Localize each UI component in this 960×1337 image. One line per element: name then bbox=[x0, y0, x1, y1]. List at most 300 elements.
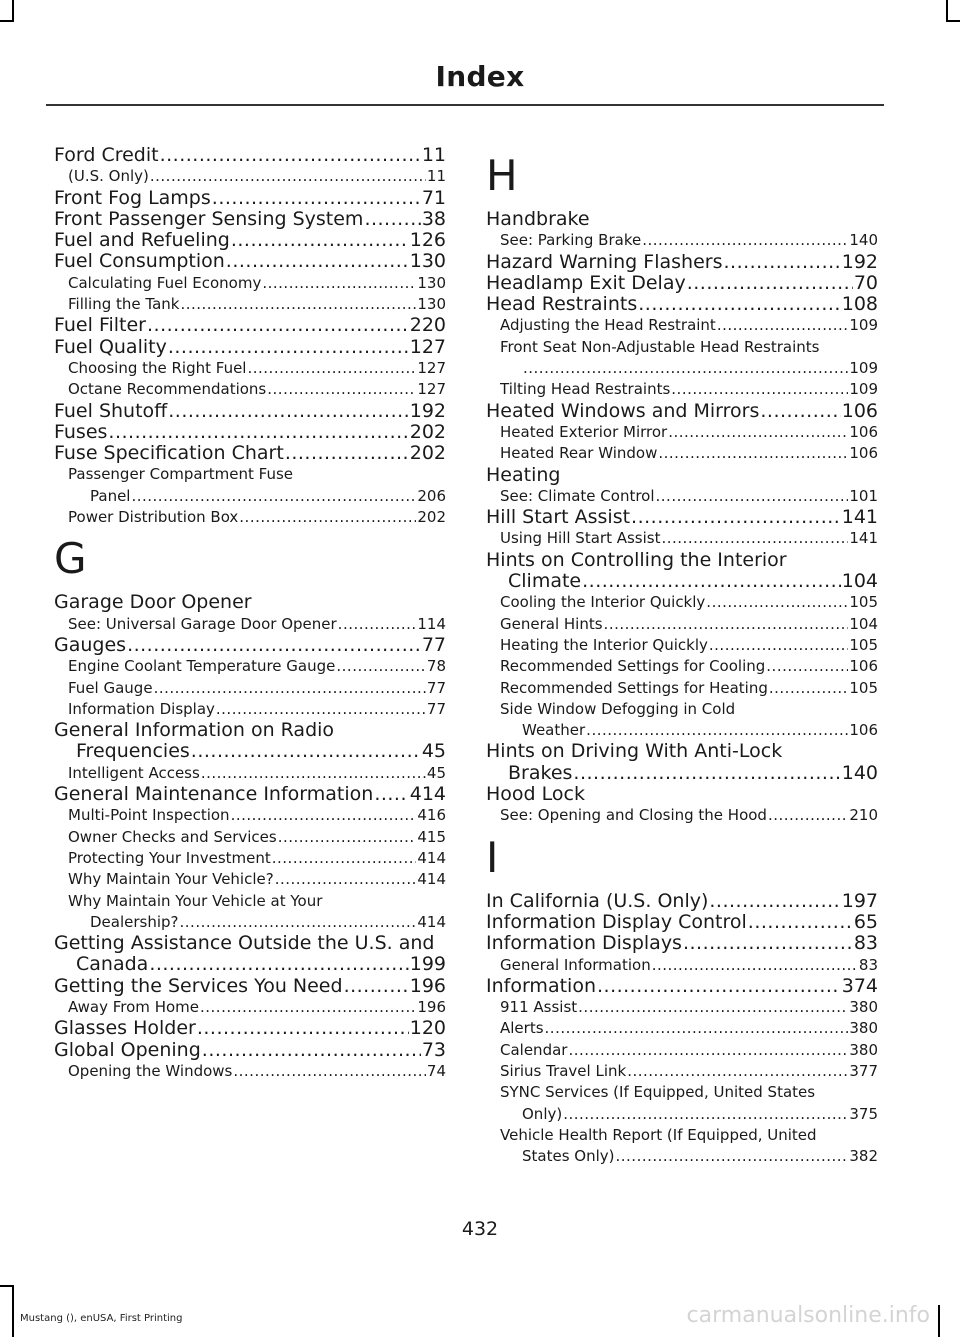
entry-line bbox=[68, 166, 446, 187]
dot-leader bbox=[168, 337, 409, 358]
index-entry[interactable] bbox=[54, 251, 446, 272]
entry-line bbox=[68, 912, 446, 933]
index-subentry[interactable] bbox=[54, 848, 446, 869]
entry-page-number: 375 bbox=[849, 1104, 878, 1123]
entry-line bbox=[68, 656, 446, 677]
entry-text: Tilting Head Restraints bbox=[500, 380, 671, 399]
index-subentry[interactable] bbox=[486, 699, 878, 742]
entry-line bbox=[500, 635, 878, 656]
index-subentry[interactable] bbox=[54, 464, 446, 507]
entry-line bbox=[500, 1061, 878, 1082]
index-subentry[interactable] bbox=[486, 635, 878, 656]
index-subentry[interactable] bbox=[54, 763, 446, 784]
index-subentry[interactable] bbox=[54, 678, 446, 699]
dot-leader bbox=[201, 763, 426, 784]
index-subentry[interactable] bbox=[486, 614, 878, 635]
dot-leader bbox=[656, 486, 849, 507]
entry-page-number: 73 bbox=[421, 1039, 446, 1061]
dot-leader bbox=[723, 252, 840, 273]
entry-text: Fuse Specification Chart bbox=[54, 443, 284, 465]
entry-page-number: 127 bbox=[409, 336, 446, 358]
dot-leader bbox=[197, 1018, 409, 1039]
entry-line bbox=[68, 869, 446, 890]
entry-page-number: 105 bbox=[849, 635, 878, 654]
entry-page-number: 130 bbox=[417, 295, 446, 314]
dot-leader bbox=[638, 294, 841, 315]
dot-leader bbox=[760, 401, 840, 422]
entry-text: Fuel Gauge bbox=[68, 678, 153, 697]
index-column-left bbox=[54, 145, 446, 1082]
entry-page-number: 197 bbox=[841, 890, 878, 912]
index-entry[interactable] bbox=[486, 741, 878, 784]
entry-text: Fuel Filter bbox=[54, 315, 146, 337]
entry-line bbox=[68, 358, 446, 379]
entry-text: Adjusting the Head Restraint bbox=[500, 316, 716, 335]
index-entry[interactable] bbox=[486, 784, 878, 805]
index-subentry[interactable] bbox=[486, 1082, 878, 1125]
dot-leader bbox=[652, 955, 858, 976]
index-subentry[interactable] bbox=[486, 1040, 878, 1061]
entry-text: Fuel Shutoff bbox=[54, 400, 168, 422]
dot-leader bbox=[180, 912, 417, 933]
index-entry[interactable] bbox=[54, 784, 446, 805]
entry-page-number: 104 bbox=[849, 614, 878, 633]
page-number: 432 bbox=[461, 1218, 499, 1240]
entry-text: Power Distribution Box bbox=[68, 508, 239, 527]
entry-text: General Information bbox=[500, 955, 651, 974]
dot-leader bbox=[374, 784, 408, 805]
entry-text: Choosing the Right Fuel bbox=[68, 358, 247, 377]
entry-page-number: 83 bbox=[858, 955, 878, 974]
entry-line bbox=[54, 592, 446, 613]
dot-leader bbox=[154, 678, 426, 699]
dot-leader bbox=[108, 422, 408, 443]
entry-line bbox=[54, 251, 446, 272]
dot-leader bbox=[180, 294, 416, 315]
index-entry[interactable] bbox=[54, 209, 446, 230]
dot-leader bbox=[616, 1146, 849, 1167]
entry-text: Sirius Travel Link bbox=[500, 1061, 627, 1080]
entry-text: Calendar bbox=[500, 1040, 568, 1059]
entry-text: Hints on Driving With Anti-Lock bbox=[486, 741, 783, 763]
index-subentry[interactable] bbox=[486, 592, 878, 613]
entry-text: See: Climate Control bbox=[500, 486, 655, 505]
entry-page-number: 77 bbox=[421, 634, 446, 656]
entry-text: Gauges bbox=[54, 634, 127, 656]
entry-page-number: 106 bbox=[849, 422, 878, 441]
index-entry[interactable] bbox=[54, 976, 446, 997]
index-entry[interactable] bbox=[54, 145, 446, 166]
entry-text: Ford Credit bbox=[54, 145, 159, 166]
index-entry[interactable] bbox=[54, 720, 446, 763]
dot-leader bbox=[658, 443, 848, 464]
entry-page-number: 210 bbox=[849, 806, 878, 825]
entry-text: Dealership? bbox=[90, 912, 179, 931]
footer-text: Mustang (), enUSA, First Printing bbox=[20, 1313, 183, 1324]
index-subentry[interactable] bbox=[486, 337, 878, 380]
index-subentry[interactable] bbox=[54, 379, 446, 400]
dot-leader bbox=[627, 1061, 848, 1082]
dot-leader bbox=[766, 656, 848, 677]
dot-leader bbox=[267, 379, 416, 400]
entry-page-number: 78 bbox=[426, 657, 446, 676]
entry-text: Fuses bbox=[54, 421, 108, 443]
index-subentry[interactable] bbox=[54, 997, 446, 1018]
entry-line bbox=[500, 1018, 878, 1039]
entry-text: Engine Coolant Temperature Gauge bbox=[68, 657, 336, 676]
dot-leader bbox=[285, 443, 409, 464]
dot-leader bbox=[586, 720, 848, 741]
entry-line bbox=[500, 699, 878, 720]
dot-leader bbox=[233, 1061, 426, 1082]
crop-mark-bottom-left-v bbox=[12, 1285, 14, 1337]
index-entry[interactable] bbox=[54, 443, 446, 464]
index-entry[interactable] bbox=[486, 252, 878, 273]
entry-text: Getting Assistance Outside the U.S. and bbox=[54, 933, 435, 955]
index-entry[interactable] bbox=[486, 507, 878, 528]
dot-leader bbox=[578, 997, 848, 1018]
entry-text: Side Window Defogging in Cold bbox=[500, 699, 736, 718]
header-rule bbox=[46, 104, 884, 106]
entry-text: In California (U.S. Only) bbox=[486, 890, 709, 912]
entry-line bbox=[486, 209, 878, 230]
index-subentry[interactable] bbox=[486, 1061, 878, 1082]
entry-text: General Maintenance Information bbox=[54, 784, 374, 806]
entry-line bbox=[486, 571, 878, 592]
index-entry[interactable] bbox=[486, 912, 878, 933]
entry-text: Alerts bbox=[500, 1019, 544, 1038]
entry-page-number: 70 bbox=[853, 272, 878, 294]
entry-page-number: 45 bbox=[426, 763, 446, 782]
entry-text: Front Seat Non-Adjustable Head Restraints bbox=[500, 337, 820, 356]
index-entry[interactable] bbox=[54, 230, 446, 251]
entry-line bbox=[500, 337, 878, 358]
dot-leader bbox=[336, 656, 426, 677]
entry-page-number: 202 bbox=[409, 421, 446, 443]
entry-text: Frequencies bbox=[76, 741, 190, 763]
index-subentry[interactable] bbox=[54, 869, 446, 890]
index-entry[interactable] bbox=[486, 273, 878, 294]
entry-line bbox=[486, 784, 878, 805]
index-entry[interactable] bbox=[486, 976, 878, 997]
entry-line bbox=[500, 614, 878, 635]
entry-text: Recommended Settings for Cooling bbox=[500, 657, 766, 676]
dot-leader bbox=[131, 486, 416, 507]
entry-page-number: 120 bbox=[409, 1018, 446, 1040]
entry-page-number: 414 bbox=[417, 912, 446, 931]
entry-page-number: 83 bbox=[853, 933, 878, 955]
page-title: Index bbox=[435, 60, 525, 93]
entry-page-number: 109 bbox=[849, 316, 878, 335]
entry-text: Climate bbox=[508, 571, 582, 593]
entry-text: General Hints bbox=[500, 614, 603, 633]
entry-page-number: 77 bbox=[426, 699, 446, 718]
index-subentry[interactable] bbox=[486, 315, 878, 336]
section-letter: G bbox=[54, 534, 87, 584]
entry-text: Headlamp Exit Delay bbox=[486, 272, 686, 294]
dot-leader bbox=[709, 891, 840, 912]
index-subentry[interactable] bbox=[486, 379, 878, 400]
entry-line bbox=[68, 848, 446, 869]
index-entry[interactable] bbox=[54, 315, 446, 336]
index-column-right bbox=[486, 145, 878, 1167]
section-letter: H bbox=[486, 151, 518, 200]
entry-page-number: 101 bbox=[849, 486, 878, 505]
entry-text: Heated Rear Window bbox=[500, 444, 658, 463]
entry-line bbox=[54, 741, 446, 762]
entry-page-number: 109 bbox=[849, 380, 878, 399]
index-subentry[interactable] bbox=[486, 656, 878, 677]
entry-line bbox=[486, 252, 878, 273]
index-entry[interactable] bbox=[54, 592, 446, 613]
entry-page-number: 141 bbox=[849, 529, 878, 548]
entry-line bbox=[500, 1040, 878, 1061]
dot-leader bbox=[604, 614, 849, 635]
entry-page-number: 45 bbox=[421, 741, 446, 763]
entry-line bbox=[68, 486, 446, 507]
index-subentry[interactable] bbox=[54, 358, 446, 379]
index-subentry[interactable] bbox=[486, 1018, 878, 1039]
entry-line bbox=[500, 955, 878, 976]
index-entry[interactable] bbox=[486, 294, 878, 315]
index-entry[interactable] bbox=[486, 891, 878, 912]
entry-text: Hill Start Assist bbox=[486, 507, 631, 529]
index-subentry[interactable] bbox=[486, 955, 878, 976]
entry-page-number: 65 bbox=[853, 911, 878, 933]
index-entry[interactable] bbox=[54, 337, 446, 358]
entry-line bbox=[500, 486, 878, 507]
index-subentry[interactable] bbox=[486, 443, 878, 464]
dot-leader bbox=[364, 209, 420, 230]
index-subentry[interactable] bbox=[486, 1125, 878, 1168]
entry-page-number: 416 bbox=[417, 806, 446, 825]
entry-page-number: 104 bbox=[841, 571, 878, 593]
entry-text: Why Maintain Your Vehicle at Your bbox=[68, 891, 323, 910]
entry-line bbox=[500, 443, 878, 464]
index-entry[interactable] bbox=[54, 188, 446, 209]
entry-line bbox=[68, 997, 446, 1018]
dot-leader bbox=[212, 188, 421, 209]
entry-page-number: 106 bbox=[849, 444, 878, 463]
entry-line bbox=[486, 273, 878, 294]
entry-text: Information Displays bbox=[486, 933, 682, 955]
index-subentry[interactable] bbox=[486, 678, 878, 699]
index-subentry[interactable] bbox=[486, 486, 878, 507]
dot-leader bbox=[191, 741, 421, 762]
entry-line bbox=[486, 933, 878, 954]
entry-line bbox=[486, 741, 878, 762]
dot-leader bbox=[768, 805, 848, 826]
entry-page-number: 380 bbox=[849, 998, 878, 1017]
entry-page-number: 130 bbox=[409, 251, 446, 273]
index-subentry[interactable] bbox=[54, 273, 446, 294]
index-subentry[interactable] bbox=[54, 294, 446, 315]
entry-text: Information bbox=[486, 975, 596, 997]
entry-page-number: 77 bbox=[426, 678, 446, 697]
index-entry[interactable] bbox=[486, 209, 878, 230]
dot-leader bbox=[338, 614, 417, 635]
entry-line bbox=[486, 976, 878, 997]
index-subentry[interactable] bbox=[54, 805, 446, 826]
entry-text: Front Passenger Sensing System bbox=[54, 208, 364, 230]
entry-page-number: 199 bbox=[409, 954, 446, 976]
dot-leader bbox=[748, 912, 853, 933]
dot-leader bbox=[717, 315, 849, 336]
index-subentry[interactable] bbox=[54, 827, 446, 848]
index-entry[interactable] bbox=[54, 401, 446, 422]
entry-page-number: 202 bbox=[409, 443, 446, 465]
crop-mark-top-right-v bbox=[946, 0, 948, 22]
entry-page-number: 127 bbox=[417, 358, 446, 377]
entry-text: SYNC Services (If Equipped, United States bbox=[500, 1083, 816, 1102]
entry-text: Cooling the Interior Quickly bbox=[500, 593, 706, 612]
entry-line bbox=[68, 891, 446, 912]
entry-text: Heated Windows and Mirrors bbox=[486, 400, 760, 422]
entry-text: Filling the Tank bbox=[68, 295, 180, 314]
index-entry[interactable] bbox=[54, 635, 446, 656]
dot-leader bbox=[275, 869, 417, 890]
entry-line bbox=[54, 635, 446, 656]
entry-line bbox=[500, 422, 878, 443]
dot-leader bbox=[671, 379, 848, 400]
index-entry[interactable] bbox=[486, 401, 878, 422]
entry-page-number: 106 bbox=[849, 721, 878, 740]
entry-page-number: 414 bbox=[409, 784, 446, 806]
entry-line bbox=[500, 1125, 878, 1146]
index-subentry[interactable] bbox=[486, 422, 878, 443]
entry-text: Hints on Controlling the Interior bbox=[486, 549, 787, 571]
entry-line bbox=[68, 827, 446, 848]
entry-text: Recommended Settings for Heating bbox=[500, 678, 768, 697]
dot-leader bbox=[523, 358, 848, 379]
index-subentry[interactable] bbox=[54, 507, 446, 528]
dot-leader bbox=[262, 273, 416, 294]
entry-page-number: 377 bbox=[849, 1061, 878, 1080]
entry-text: Calculating Fuel Economy bbox=[68, 273, 262, 292]
entry-text: Why Maintain Your Vehicle? bbox=[68, 870, 274, 889]
entry-line bbox=[54, 1040, 446, 1061]
entry-text: (U.S. Only) bbox=[68, 167, 149, 186]
index-entry[interactable] bbox=[54, 1040, 446, 1061]
dot-leader bbox=[127, 635, 421, 656]
entry-line bbox=[500, 997, 878, 1018]
crop-mark-top-left-h bbox=[0, 20, 14, 22]
entry-page-number: 127 bbox=[417, 380, 446, 399]
entry-line bbox=[68, 763, 446, 784]
entry-line bbox=[500, 230, 878, 251]
entry-page-number: 206 bbox=[417, 486, 446, 505]
dot-leader bbox=[769, 678, 848, 699]
dot-leader bbox=[278, 827, 417, 848]
entry-line bbox=[486, 550, 878, 571]
entry-line bbox=[486, 891, 878, 912]
entry-text: See: Opening and Closing the Hood bbox=[500, 806, 767, 825]
entry-page-number: 374 bbox=[841, 975, 878, 997]
entry-text: Multi-Point Inspection bbox=[68, 806, 230, 825]
entry-page-number: 196 bbox=[409, 975, 446, 997]
index-entry[interactable] bbox=[54, 933, 446, 976]
entry-line bbox=[68, 507, 446, 528]
entry-line bbox=[500, 1082, 878, 1103]
entry-page-number: 414 bbox=[417, 870, 446, 889]
entry-page-number: 126 bbox=[409, 230, 446, 252]
index-subentry[interactable] bbox=[54, 1061, 446, 1082]
index-subentry[interactable] bbox=[54, 699, 446, 720]
entry-text: Fuel and Refueling bbox=[54, 230, 230, 252]
entry-text: Information Display Control bbox=[486, 911, 747, 933]
entry-line bbox=[500, 678, 878, 699]
index-subentry[interactable] bbox=[54, 891, 446, 934]
entry-line bbox=[68, 1061, 446, 1082]
entry-text: Opening the Windows bbox=[68, 1061, 233, 1080]
entry-page-number: 382 bbox=[849, 1147, 878, 1166]
entry-page-number: 71 bbox=[421, 187, 446, 209]
entry-text: Hood Lock bbox=[486, 784, 585, 806]
entry-text: Global Opening bbox=[54, 1039, 201, 1061]
entry-text: Fuel Quality bbox=[54, 336, 167, 358]
index-subentry[interactable] bbox=[486, 528, 878, 549]
entry-page-number: 109 bbox=[849, 359, 878, 378]
entry-line bbox=[486, 465, 878, 486]
entry-line bbox=[54, 933, 446, 954]
entry-text: Weather bbox=[522, 721, 586, 740]
entry-page-number: 105 bbox=[849, 678, 878, 697]
index-entry[interactable] bbox=[486, 465, 878, 486]
entry-text: Information Display bbox=[68, 699, 215, 718]
entry-text: Head Restraints bbox=[486, 294, 638, 316]
index-entry[interactable] bbox=[486, 550, 878, 593]
index-subentry[interactable] bbox=[486, 997, 878, 1018]
dot-leader bbox=[239, 507, 416, 528]
index-subentry[interactable] bbox=[54, 614, 446, 635]
dot-leader bbox=[687, 273, 853, 294]
entry-line bbox=[486, 401, 878, 422]
index-subentry[interactable] bbox=[54, 656, 446, 677]
entry-line bbox=[54, 784, 446, 805]
entry-page-number: 141 bbox=[841, 507, 878, 529]
index-subentry[interactable] bbox=[54, 166, 446, 187]
crop-mark-bottom-right-v bbox=[938, 1305, 940, 1337]
entry-text: Front Fog Lamps bbox=[54, 187, 211, 209]
index-entry[interactable] bbox=[54, 422, 446, 443]
entry-text: Octane Recommendations bbox=[68, 380, 267, 399]
dot-leader bbox=[147, 315, 409, 336]
dot-leader bbox=[344, 976, 409, 997]
dot-leader bbox=[683, 933, 853, 954]
index-entry[interactable] bbox=[486, 933, 878, 954]
entry-line bbox=[500, 805, 878, 826]
entry-line bbox=[54, 230, 446, 251]
index-entry[interactable] bbox=[54, 1018, 446, 1039]
dot-leader bbox=[231, 805, 417, 826]
entry-line bbox=[68, 614, 446, 635]
dot-leader bbox=[563, 1104, 848, 1125]
entry-text: See: Parking Brake bbox=[500, 231, 642, 250]
index-subentry[interactable] bbox=[486, 230, 878, 251]
entry-line bbox=[500, 1146, 878, 1167]
entry-line bbox=[68, 678, 446, 699]
index-subentry[interactable] bbox=[486, 805, 878, 826]
entry-line bbox=[54, 443, 446, 464]
entry-line bbox=[500, 720, 878, 741]
entry-page-number: 140 bbox=[849, 231, 878, 250]
entry-line bbox=[54, 209, 446, 230]
entry-line bbox=[54, 422, 446, 443]
entry-page-number: 140 bbox=[841, 762, 878, 784]
entry-text: Owner Checks and Services bbox=[68, 827, 277, 846]
dot-leader bbox=[200, 997, 416, 1018]
entry-text: Panel bbox=[90, 486, 131, 505]
